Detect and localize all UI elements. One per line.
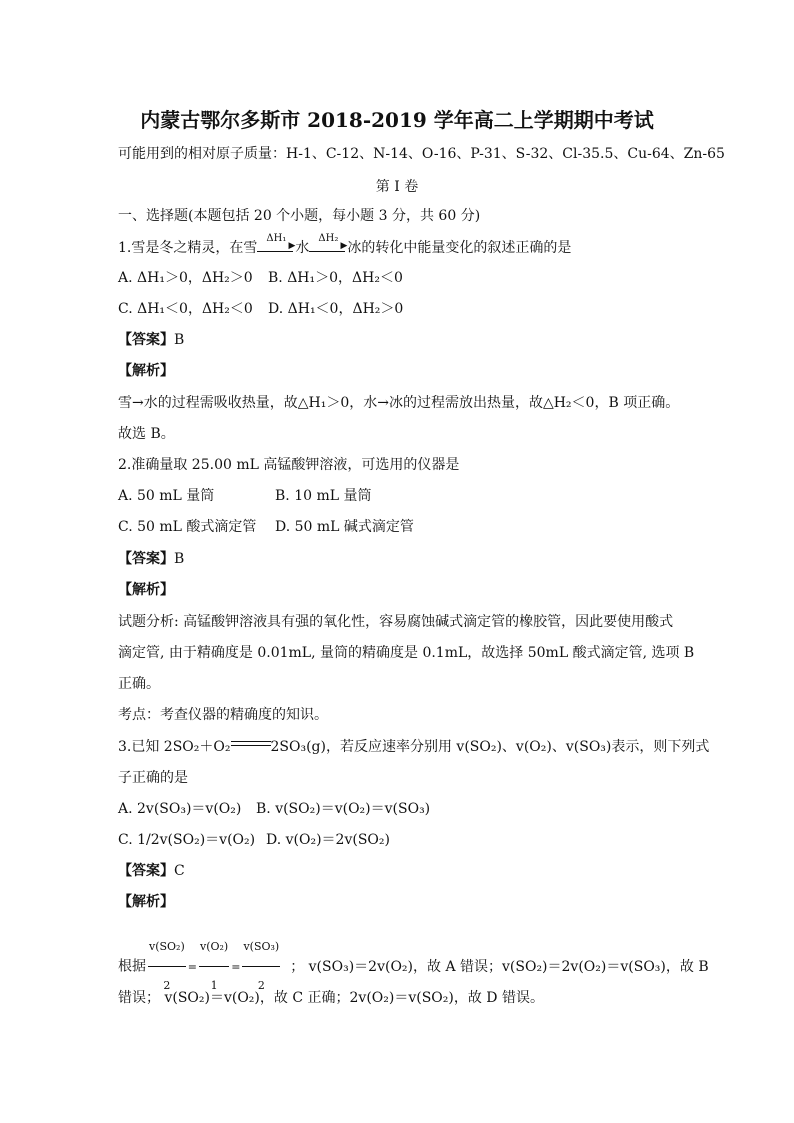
answer-label: 【答案】 — [118, 332, 174, 348]
answer-label: 【答案】 — [118, 863, 174, 879]
q3-option-d: D. v(O₂)＝2v(SO₂) — [266, 832, 390, 848]
q1-analysis-line2: 故选 B。 — [118, 426, 175, 442]
arrow-label-dh2: ΔH₂ — [318, 233, 339, 244]
fraction-numerator: v(SO₂) — [148, 928, 186, 967]
q1-analysis-line1: 雪→水的过程需吸收热量，故△H₁＞0，水→冰的过程需放出热量，故△H₂＜0，B 项正确。 — [118, 395, 680, 411]
answer-label: 【答案】 — [118, 551, 174, 567]
q3-option-c: C. 1/2v(SO₂)＝v(O₂) — [118, 832, 256, 848]
q3-analysis-line2: 错误； v(SO₂)＝v(O₂)，故 C 正确；2v(O₂)＝v(SO₂)，故 D 错误。 — [118, 990, 544, 1006]
atomic-masses: 可能用到的相对原子质量：H-1、C-12、N-14、O-16、P-31、S-32、Cl-35.5、Cu-64、Zn-65 — [118, 146, 725, 162]
q3-option-a: A. 2v(SO₃)＝v(O₂) — [118, 801, 242, 817]
q3-stem-pre: 3.已知 2SO₂＋O₂ — [118, 739, 231, 755]
q3-answer — [118, 861, 185, 881]
q3-options-ab — [118, 799, 430, 819]
equals-sign: = — [231, 960, 241, 974]
q2-options-ab — [118, 486, 371, 506]
fraction-denominator: 2 — [163, 979, 171, 992]
fraction-numerator: v(SO₃) — [242, 928, 280, 967]
q3-stem — [118, 737, 709, 757]
q2-answer — [118, 549, 184, 569]
q3-analysis-post: ； v(SO₃)＝2v(O₂)，故 A 错误；v(SO₂)＝2v(O₂)＝v(SO₃)，故 B — [290, 958, 709, 975]
q2-analysis-line3: 正确。 — [118, 676, 160, 692]
q3-analysis-label: 【解析】 — [118, 894, 174, 910]
q2-options-cd — [118, 517, 414, 537]
q1-options-cd — [118, 299, 403, 319]
q3-option-b: B. v(SO₂)＝v(O₂)＝v(SO₃) — [256, 801, 431, 817]
q3-answer-value: C — [174, 863, 185, 879]
q2-analysis-line1: 试题分析: 高锰酸钾溶液具有强的氧化性，容易腐蚀碱式滴定管的橡胶管，因此要使用酸式 — [118, 614, 674, 630]
q3-options-cd — [118, 830, 390, 850]
q1-option-a: A. ΔH₁＞0，ΔH₂＞0 — [118, 270, 253, 286]
q1-answer — [118, 330, 184, 350]
q1-stem-mid: 水 — [295, 240, 310, 256]
q2-option-a: A. 50 mL 量筒 — [118, 488, 215, 504]
q3-analysis-pre: 根据 — [118, 958, 146, 975]
q1-option-b: B. ΔH₁＞0，ΔH₂＜0 — [268, 270, 403, 286]
q1-stem — [118, 233, 572, 258]
q1-stem-pre: 1.雪是冬之精灵，在雪 — [118, 240, 258, 256]
q1-option-c: C. ΔH₁＜0，ΔH₂＜0 — [118, 301, 253, 317]
q2-stem: 2.准确量取 25.00 mL 高锰酸钾溶液，可选用的仪器是 — [118, 457, 460, 473]
q2-option-c: C. 50 mL 酸式滴定管 — [118, 519, 257, 535]
equals-sign: = — [187, 960, 197, 974]
section-header: 一、选择题(本题包括 20 个小题，每小题 3 分，共 60 分) — [118, 208, 481, 224]
fraction-numerator: v(O₂) — [199, 928, 229, 967]
equilibrium-arrow-icon — [231, 739, 271, 751]
reaction-arrow: ΔH₁ ▶ — [257, 240, 295, 254]
reaction-arrow: ΔH₂ ▶ — [309, 240, 347, 254]
q3-stem-post: 2SO₃(g)，若反应速率分别用 v(SO₂)、v(O₂)、v(SO₃)表示，则下列式 — [270, 739, 710, 755]
volume-label: 第 I 卷 — [375, 179, 419, 195]
q1-options-ab — [118, 268, 403, 288]
q3-stem-line2: 子正确的是 — [118, 770, 188, 786]
q2-option-d: D. 50 mL 碱式滴定管 — [275, 519, 414, 535]
q1-stem-post: 冰的转化中能量变化的叙述正确的是 — [347, 240, 572, 256]
q2-test-point: 考点：考查仪器的精确度的知识。 — [118, 707, 328, 723]
q1-analysis-label: 【解析】 — [118, 363, 174, 379]
fraction-denominator: 2 — [257, 979, 265, 992]
exam-title: 内蒙古鄂尔多斯市 2018-2019 学年高二上学期期中考试 — [140, 108, 654, 132]
q2-option-b: B. 10 mL 量筒 — [275, 488, 372, 504]
q1-option-d: D. ΔH₁＜0，ΔH₂＞0 — [268, 301, 404, 317]
q2-answer-value: B — [174, 551, 185, 567]
q2-analysis-label: 【解析】 — [118, 582, 174, 598]
q1-answer-value: B — [174, 332, 185, 348]
q2-analysis-line2: 滴定管, 由于精确度是 0.01mL, 量筒的精确度是 0.1mL，故选择 50mL 酸式滴定管, 选项 B — [118, 645, 695, 661]
fraction-denominator: 1 — [210, 979, 218, 992]
arrow-label-dh1: ΔH₁ — [266, 233, 287, 244]
